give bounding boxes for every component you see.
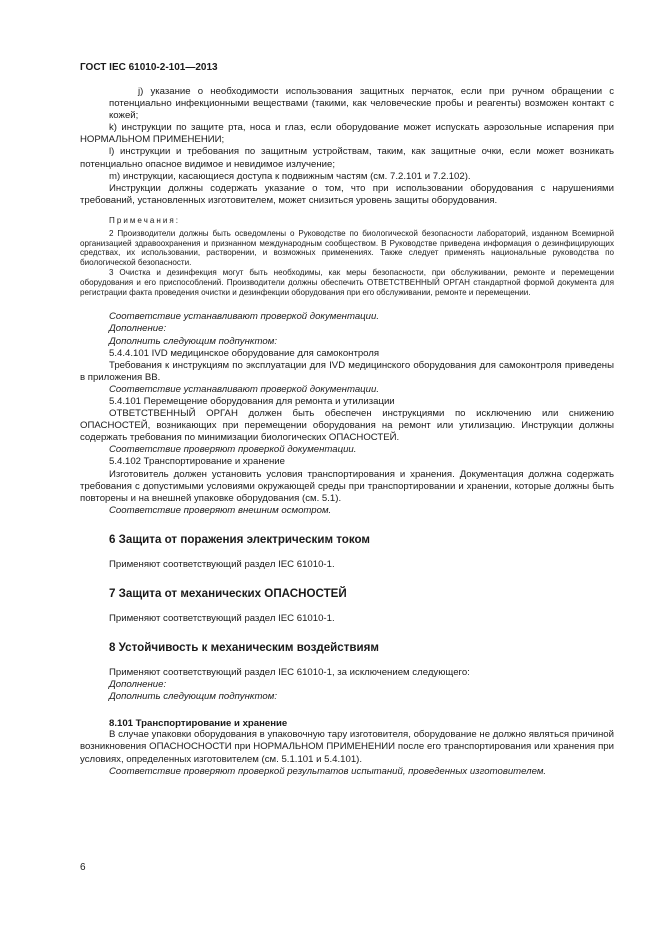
page-number: 6 xyxy=(80,862,86,873)
addition-label: Дополнение: xyxy=(109,323,167,335)
subclause-title: 5.4.101 Перемещение оборудования для ремонта и утилизации xyxy=(109,395,395,407)
subclause-title: 5.4.4.101 IVD медицинское оборудование для самоконтроля xyxy=(109,347,380,359)
add-subclause-label: Дополнить следующим подпунктом: xyxy=(109,335,277,347)
note-3: 3 Очистка и дезинфекция могут быть необходимы, как меры безопасности, при обслуживании, ремонте и перемещении оборудования и его приспособлений. Производители должны обеспечить ОТВЕТСТВЕННЫЙ ОРГАН стандартной формой документа для регистрации факта проведения очистки и дезинфекции оборудования при его обслуживании, ремонте и перемещении. xyxy=(80,267,614,297)
list-item-m: m) инструкции, касающиеся доступа к подвижным частям (см. 7.2.101 и 7.2.102). xyxy=(109,170,471,182)
list-item-k: k) инструкции по защите рта, носа и глаз, если оборудование может испускать аэрозольные испарения при НОРМАЛЬНОМ ПРИМЕНЕНИИ; xyxy=(80,122,614,146)
compliance-text: Соответствие проверяют проверкой документации. xyxy=(109,444,357,456)
list-item-l: l) инструкции и требования по защитным устройствам, таким, как защитные очки, если может возникать потенциально опасное видимое и невидимое излучение; xyxy=(80,146,614,170)
list-item-j: j) указание о необходимости использования защитных перчаток, если при ручном обращении с потенциально инфекционными веществами (такими, как человеческие пробы и реагенты) возможен контакт с кожей; xyxy=(109,86,614,122)
subclause-text: ОТВЕТСТВЕННЫЙ ОРГАН должен быть обеспечен инструкциями по исключению или снижению ОПАСНОСТЕЙ, возникающих при перемещении оборудования на ремонт или утилизацию. Инструкции должны содержать требования по минимизации биологических ОПАСНОСТЕЙ. xyxy=(80,408,614,444)
section-6-title: 6 Защита от поражения электрическим током xyxy=(109,532,371,546)
subclause-8-101-compliance: Соответствие проверяют проверкой результатов испытаний, проведенных изготовителем. xyxy=(109,765,547,777)
section-7-text: Применяют соответствующий раздел IEC 61010-1. xyxy=(109,613,335,624)
compliance-text: Соответствие проверяют внешним осмотром. xyxy=(109,504,332,516)
instructions-paragraph: Инструкции должны содержать указание о том, что при использовании оборудования с нарушениями требований, установленных изготовителем, может снизиться уровень защиты оборудования. xyxy=(80,182,614,206)
compliance-text: Соответствие устанавливают проверкой документации. xyxy=(109,383,379,395)
section-8-title: 8 Устойчивость к механическим воздействиям xyxy=(109,641,380,655)
subclause-8-101-title: 8.101 Транспортирование и хранение xyxy=(109,718,288,730)
compliance-text: Соответствие устанавливают проверкой документации. xyxy=(109,311,379,323)
subclause-text: Изготовитель должен установить условия транспортирования и хранения. Документация должна содержать требования с допустимыми условиями окружающей среды при транспортировании и хранении, которые должны быть повторены и на внешней упаковке оборудования (см. 5.1). xyxy=(80,468,614,504)
subclause-title: 5.4.102 Транспортирование и хранение xyxy=(109,456,285,468)
section-7-title: 7 Защита от механических ОПАСНОСТЕЙ xyxy=(109,587,347,600)
notes-title: Примечания: xyxy=(109,215,180,225)
section-8-text: Применяют соответствующий раздел IEC 61010-1, за исключением следующего: xyxy=(109,667,470,679)
subclause-8-101-text: В случае упаковки оборудования в упаковочную тару изготовителя, оборудование не должно являться причиной возникновения ОПАСНОСНОСТИ при НОРМАЛЬНОМ ПРИМЕНЕНИИ после его транспортирования или хранения при условиях, определенных изготовителем (см. 5.1.101 и 5.4.101). xyxy=(80,729,614,765)
subclause-text: Требования к инструкциям по эксплуатации для IVD медицинского оборудования для самоконтроля приведены в приложения ВВ. xyxy=(80,359,614,383)
page-content xyxy=(80,86,614,778)
section-5-block xyxy=(80,311,614,517)
add-subclause-label: Дополнить следующим подпунктом: xyxy=(109,691,277,703)
notes-block xyxy=(80,215,614,297)
note-2: 2 Производители должны быть осведомлены о Руководстве по биологической безопасности лабораторий, изданном Всемирной организацией здравоохранения и признанном международным сообществом. В Руководстве приведена информация о дезинфицирующих средствах, их использовании, растворении, и возможных применениях. Также следует применять национальные руководства по биологической безопасности. xyxy=(80,228,614,268)
section-6-text: Применяют соответствующий раздел IEC 61010-1. xyxy=(109,558,335,570)
addition-label: Дополнение: xyxy=(109,679,167,691)
standard-header: ГОСТ IEC 61010-2-101—2013 xyxy=(80,62,218,73)
